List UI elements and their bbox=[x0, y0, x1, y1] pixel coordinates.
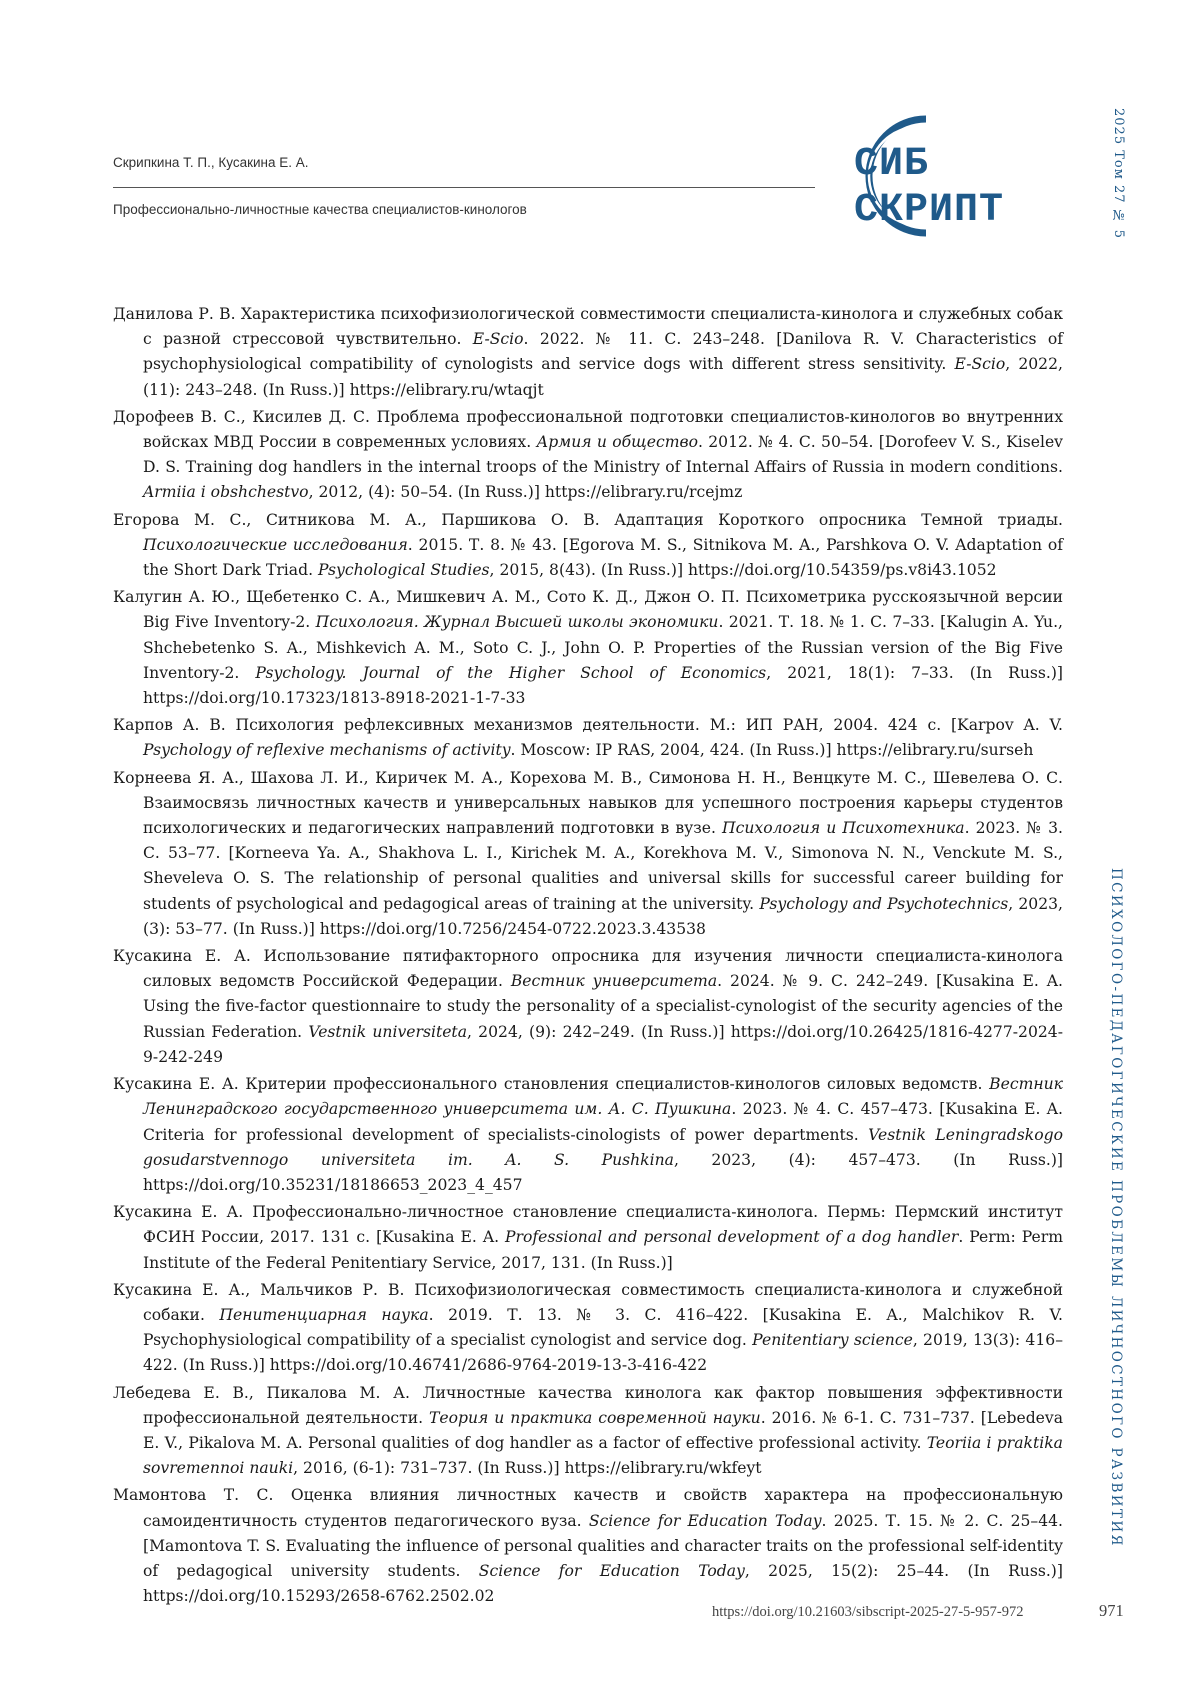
reference-segment: Калугин А. Ю., Щебетенко С. А., Мишкевич А. М., Сото К. Д., Джон О. П. Психометрика русскоязычной версии Big Five Inventory-2. bbox=[113, 588, 1063, 631]
reference-italic-segment: Armiia i obshchestvo bbox=[143, 483, 309, 501]
footer-doi: https://doi.org/10.21603/sibscript-2025-27-5-957-972 bbox=[712, 1604, 1023, 1621]
reference-segment: . 2022. № 11. С. 243–248. [Danilova R. V. Characteristics of psychophysiological compatibility of cynologists and service dogs with different stress sensitivity. bbox=[143, 330, 1063, 373]
reference-italic-segment: Пенитенциарная наука bbox=[219, 1306, 428, 1324]
reference-segment: . Perm: Perm Institute of the Federal Penitentiary Service, 2017, 131. (In Russ.)] bbox=[143, 1228, 1063, 1271]
journal-logo bbox=[826, 106, 1066, 246]
reference-segment: Дорофеев В. С., Кисилев Д. С. Проблема профессиональной подготовки специалистов-кинологов во внутренних войсках МВД России в современных условиях. bbox=[113, 408, 1063, 451]
reference-segment: . 2025. Т. 15. № 2. С. 25–44. [Mamontova T. S. Evaluating the influence of personal qualities and character traits on the professional self-identity of pedagogical university students. bbox=[143, 1512, 1063, 1580]
reference-segment: , 2021, 18(1): 7–33. (In Russ.)] https://doi.org/10.17323/1813-8918-2021-1-7-33 bbox=[143, 664, 1063, 707]
reference-item bbox=[113, 944, 1063, 1070]
header-article-title: Профессионально-личностные качества специалистов-кинологов bbox=[113, 202, 527, 217]
reference-italic-segment: E-Scio bbox=[955, 355, 1006, 373]
reference-item bbox=[113, 1483, 1063, 1609]
reference-segment: . 2012. № 4. С. 50–54. [Dorofeev V. S., Kiselev D. S. Training dog handlers in the internal troops of the Ministry of Internal Affairs of Russia in modern conditions. bbox=[143, 433, 1063, 476]
reference-segment: Лебедева Е. В., Пикалова М. А. Личностные качества кинолога как фактор повышения эффективности профессиональной деятельности. bbox=[113, 1384, 1063, 1427]
reference-segment: . 2016. № 6-1. С. 731–737. [Lebedeva E. V., Pikalova M. A. Personal qualities of dog handler as a factor of effective professional activity. bbox=[143, 1409, 1063, 1452]
reference-italic-segment: Psychology and Psychotechnics bbox=[759, 895, 1008, 913]
reference-segment: . 2024. № 9. С. 242–249. [Kusakina E. A. Using the five-factor questionnaire to study the personality of a specialist-cynologist of the security agencies of the Russian Federation. bbox=[143, 972, 1063, 1040]
reference-item bbox=[113, 1381, 1063, 1482]
reference-italic-segment: E-Scio bbox=[473, 330, 524, 348]
reference-italic-segment: Психология и Психотехника bbox=[722, 819, 965, 837]
reference-item bbox=[113, 1278, 1063, 1379]
reference-italic-segment: Психология. Журнал Высшей школы экономики bbox=[316, 613, 719, 631]
reference-segment: Данилова Р. В. Характеристика психофизиологической совместимости специалиста-кинолога и служебных собак с разной стрессовой чувствительно. bbox=[113, 305, 1063, 348]
reference-segment: , 2016, (6-1): 731–737. (In Russ.)] https://elibrary.ru/wkfeyt bbox=[293, 1459, 761, 1477]
header-divider bbox=[113, 187, 815, 188]
reference-segment: . 2023. № 3. С. 53–77. [Korneeva Ya. A., Shakhova L. I., Kirichek M. A., Korekhova M. V., Simonova N. N., Venckute M. S., Sheveleva O. S. The relationship of personal qualities and universal skills for successful career building for students of psychological and pedagogical areas of training at the university. bbox=[143, 819, 1063, 913]
reference-italic-segment: Science for Education Today bbox=[479, 1562, 745, 1580]
reference-italic-segment: Science for Education Today bbox=[589, 1512, 822, 1530]
reference-segment: Корнеева Я. А., Шахова Л. И., Киричек М. А., Корехова М. В., Симонова Н. Н., Венцкуте М. С., Шевелева О. С. Взаимосвязь личностных качеств и универсальных навыков для успешного построения карьеры студентов психологических и педагогических направлений подготовки в вузе. bbox=[113, 769, 1063, 837]
reference-segment: . Moscow: IP RAS, 2004, 424. (In Russ.)] https://elibrary.ru/surseh bbox=[511, 741, 1034, 759]
reference-item bbox=[113, 405, 1063, 506]
reference-segment: , 2025, 15(2): 25–44. (In Russ.)] https://doi.org/10.15293/2658-6762.2502.02 bbox=[143, 1562, 1063, 1605]
issue-label: 2025 Том 27 № 5 bbox=[1111, 108, 1126, 239]
journal-section-label: ПСИХОЛОГО-ПЕДАГОГИЧЕСКИЕ ПРОБЛЕМЫ ЛИЧНОСТНОГО РАЗВИТИЯ bbox=[1108, 868, 1124, 1548]
reference-italic-segment: Vestnik Leningradskogo gosudarstvennogo universiteta im. A. S. Pushkina bbox=[143, 1126, 1063, 1169]
reference-segment: Кусакина Е. А., Мальчиков Р. В. Психофизиологическая совместимость специалиста-кинолога и служебной собаки. bbox=[113, 1281, 1063, 1324]
reference-italic-segment: Армия и общество bbox=[536, 433, 698, 451]
reference-italic-segment: Vestnik universiteta bbox=[308, 1023, 467, 1041]
page-number: 971 bbox=[1099, 1601, 1124, 1621]
reference-italic-segment: Вестник Ленинградского государственного университета им. А. С. Пушкина bbox=[143, 1075, 1063, 1118]
reference-italic-segment: Penitentiary science bbox=[752, 1331, 913, 1349]
reference-item bbox=[113, 766, 1063, 942]
reference-segment: , 2024, (9): 242–249. (In Russ.)] https://doi.org/10.26425/1816-4277-2024-9-242-249 bbox=[143, 1023, 1063, 1066]
reference-italic-segment: Теория и практика современной науки bbox=[429, 1409, 761, 1427]
reference-segment: Кусакина Е. А. Использование пятифакторного опросника для изучения личности специалиста-кинолога силовых ведомств Российской Федерации. bbox=[113, 947, 1063, 990]
reference-segment: . 2015. Т. 8. № 43. [Egorova M. S., Sitnikova M. A., Parshkova O. V. Adaptation of the Short Dark Triad. bbox=[143, 536, 1063, 579]
reference-segment: , 2015, 8(43). (In Russ.)] https://doi.org/10.54359/ps.v8i43.1052 bbox=[490, 561, 997, 579]
logo-graphic bbox=[826, 106, 1066, 246]
reference-item bbox=[113, 508, 1063, 584]
reference-segment: . 2023. № 4. С. 457–473. [Kusakina E. A. Criteria for professional development of specialists-cinologists of power departments. bbox=[143, 1100, 1063, 1143]
reference-segment: , 2023, (4): 457–473. (In Russ.)] https://doi.org/10.35231/18186653_2023_4_457 bbox=[143, 1151, 1063, 1194]
reference-italic-segment: Вестник университета bbox=[511, 972, 717, 990]
reference-segment: , 2023, (3): 53–77. (In Russ.)] https://doi.org/10.7256/2454-0722.2023.3.43538 bbox=[143, 895, 1063, 938]
reference-item bbox=[113, 585, 1063, 711]
reference-segment: , 2022, (11): 243–248. (In Russ.)] https://elibrary.ru/wtaqjt bbox=[143, 355, 1063, 398]
reference-italic-segment: Teoriia i praktika sovremennoi nauki bbox=[143, 1434, 1063, 1477]
logo-text-line1: СИБ bbox=[854, 142, 929, 187]
reference-italic-segment: Психологические исследования bbox=[143, 536, 408, 554]
reference-segment: , 2012, (4): 50–54. (In Russ.)] https://elibrary.ru/rcejmz bbox=[309, 483, 743, 501]
reference-segment: . 2019. Т. 13. № 3. С. 416–422. [Kusakina E. A., Malchikov R. V. Psychophysiological compatibility of a specialist cynologist and service dog. bbox=[143, 1306, 1063, 1349]
reference-item bbox=[113, 1200, 1063, 1276]
reference-segment: Кусакина Е. А. Профессионально-личностное становление специалиста-кинолога. Пермь: Пермский институт ФСИН России, 2017. 131 с. [Kusakina E. A. bbox=[113, 1203, 1063, 1246]
logo-text-line2: СКРИПТ bbox=[854, 188, 1004, 233]
reference-segment: , 2019, 13(3): 416–422. (In Russ.)] https://doi.org/10.46741/2686-9764-2019-13-3-416-422 bbox=[143, 1331, 1063, 1374]
reference-item bbox=[113, 713, 1063, 763]
reference-segment: Мамонтова Т. С. Оценка влияния личностных качеств и свойств характера на профессиональную самоидентичность студентов педагогического вуза. bbox=[113, 1486, 1063, 1529]
reference-item bbox=[113, 1072, 1063, 1198]
reference-italic-segment: Professional and personal development of a dog handler bbox=[505, 1228, 958, 1246]
reference-segment: Кусакина Е. А. Критерии профессионального становления специалистов-кинологов силовых ведомств. bbox=[113, 1075, 989, 1093]
reference-list bbox=[113, 302, 1063, 1611]
reference-segment: . 2021. Т. 18. № 1. С. 7–33. [Kalugin A. Yu., Shchebetenko S. A., Mishkevich A. M., Soto C. J., John O. P. Properties of the Russian version of the Big Five Inventory-2. bbox=[143, 613, 1063, 681]
reference-segment: Егорова М. С., Ситникова М. А., Паршикова О. В. Адаптация Короткого опросника Темной триады. bbox=[113, 511, 1063, 529]
reference-item bbox=[113, 302, 1063, 403]
reference-segment: Карпов А. В. Психология рефлексивных механизмов деятельности. М.: ИП РАН, 2004. 424 с. [Karpov A. V. bbox=[113, 716, 1063, 734]
reference-italic-segment: Psychological Studies bbox=[318, 561, 490, 579]
reference-italic-segment: Psychology. Journal of the Higher School of Economics bbox=[255, 664, 766, 682]
reference-italic-segment: Psychology of reflexive mechanisms of activity bbox=[143, 741, 511, 759]
header-authors: Скрипкина Т. П., Кусакина Е. А. bbox=[113, 155, 309, 170]
